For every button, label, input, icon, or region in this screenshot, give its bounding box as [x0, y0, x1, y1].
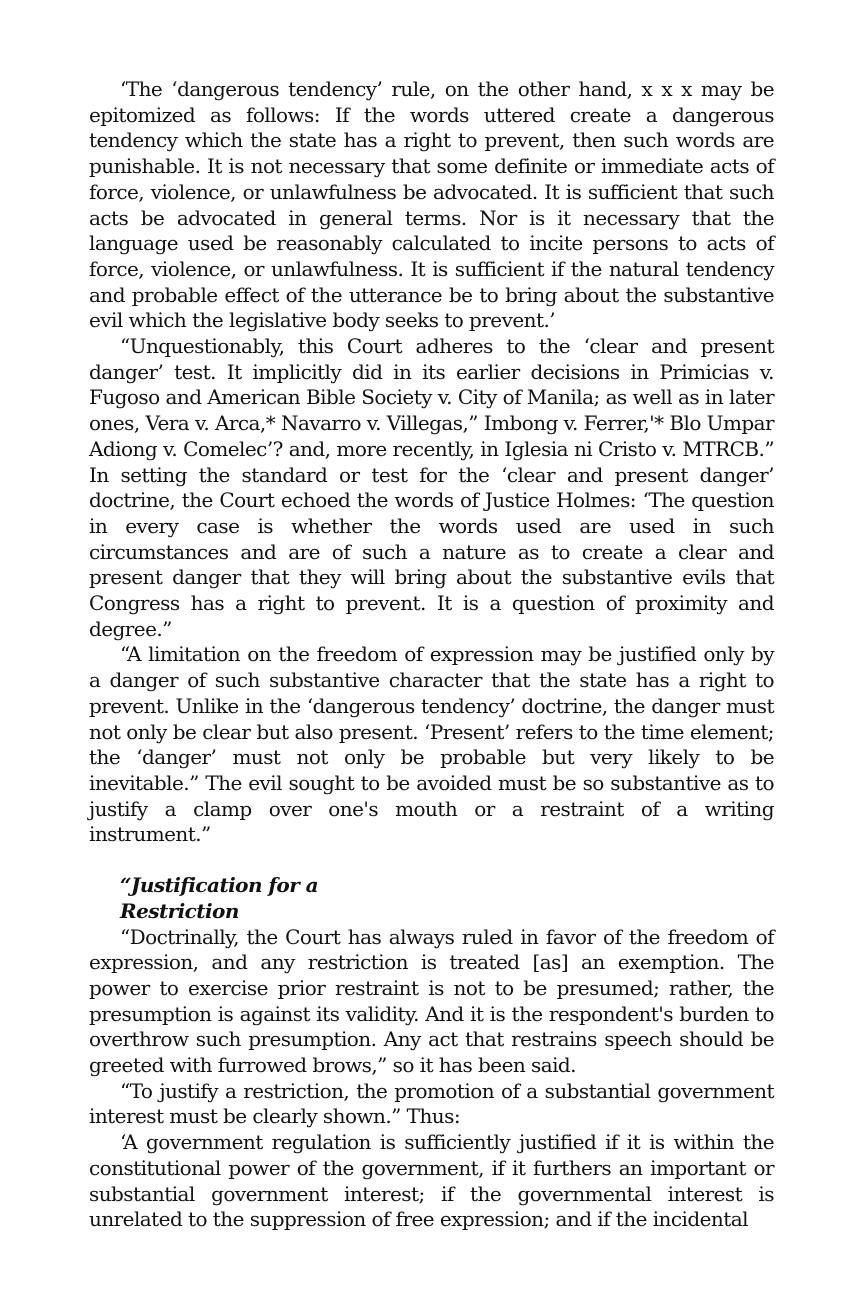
- paragraph-clear-and-present-danger: “Unquestionably, this Court adheres to the ‘clear and present danger’ test. It implicitly did in its earlier decisions in Primicias v. Fugoso and American Bible Society v. City of Manila; as well as in later ones, Vera v. Arca,* Navarro v. Villegas,” Imbong v. Ferrer,'* Blo Umpar Adiong v. Comelec’? and, more recently, in Iglesia ni Cristo v. MTRCB.” In setting the standard or test for the ‘clear and present danger’ doctrine, the Court echoed the words of Justice Holmes: ‘The question in every case is whether the words used are used in such circumstances and are of such a nature as to create a clear and present danger that they will bring about the substantive evils that Congress has a right to prevent. It is a question of proximity and degree.”: [89, 334, 774, 641]
- paragraph-dangerous-tendency-quote: ‘The ‘dangerous tendency’ rule, on the other hand, x x x may be epitomized as follows: If the words uttered create a dangerous tendency which the state has a right to prevent, then such words are punishable. It is not necessary that some definite or immediate acts of force, violence, or unlawfulness be advocated. It is sufficient that such acts be advocated in general terms. Nor is it necessary that the language used be reasonably calculated to incite persons to acts of force, violence, or unlawfulness. It is sufficient if the natural tendency and probable effect of the utterance be to bring about the substantive evil which the legislative body seeks to prevent.’: [89, 77, 774, 333]
- paragraph-doctrinally: “Doctrinally, the Court has always ruled in favor of the freedom of expression, and any restriction is treated [as] an exemption. The power to exercise prior restraint is not to be presumed; rather, the presumption is against its validity. And it is the respondent's burden to overthrow such presumption. Any act that restrains speech should be greeted with furrowed brows,” so it has been said.: [89, 924, 774, 1078]
- paragraph-government-regulation: ‘A government regulation is sufficiently justified if it is within the constitutional power of the government, if it furthers an important or substantial government interest; if the governmental interest is unrelated to the suppression of free expression; and if the incidental: [89, 1130, 774, 1232]
- paragraph-limitation-freedom-expression: “A limitation on the freedom of expression may be justified only by a danger of such substantive character that the state has a right to prevent. Unlike in the ‘dangerous tendency’ doctrine, the danger must not only be clear but also present. ‘Present’ refers to the time element; the ‘danger’ must not only be probable but very likely to be inevitable.” The evil sought to be avoided must be so substantive as to justify a clamp over one's mouth or a restraint of a writing instrument.”: [89, 642, 774, 847]
- section-heading: “Justification for a Restriction: [120, 873, 319, 923]
- paragraph-justify-restriction: “To justify a restriction, the promotion of a substantial government interest must be clearly shown.” Thus:: [89, 1078, 774, 1129]
- document-page: [89, 77, 774, 1233]
